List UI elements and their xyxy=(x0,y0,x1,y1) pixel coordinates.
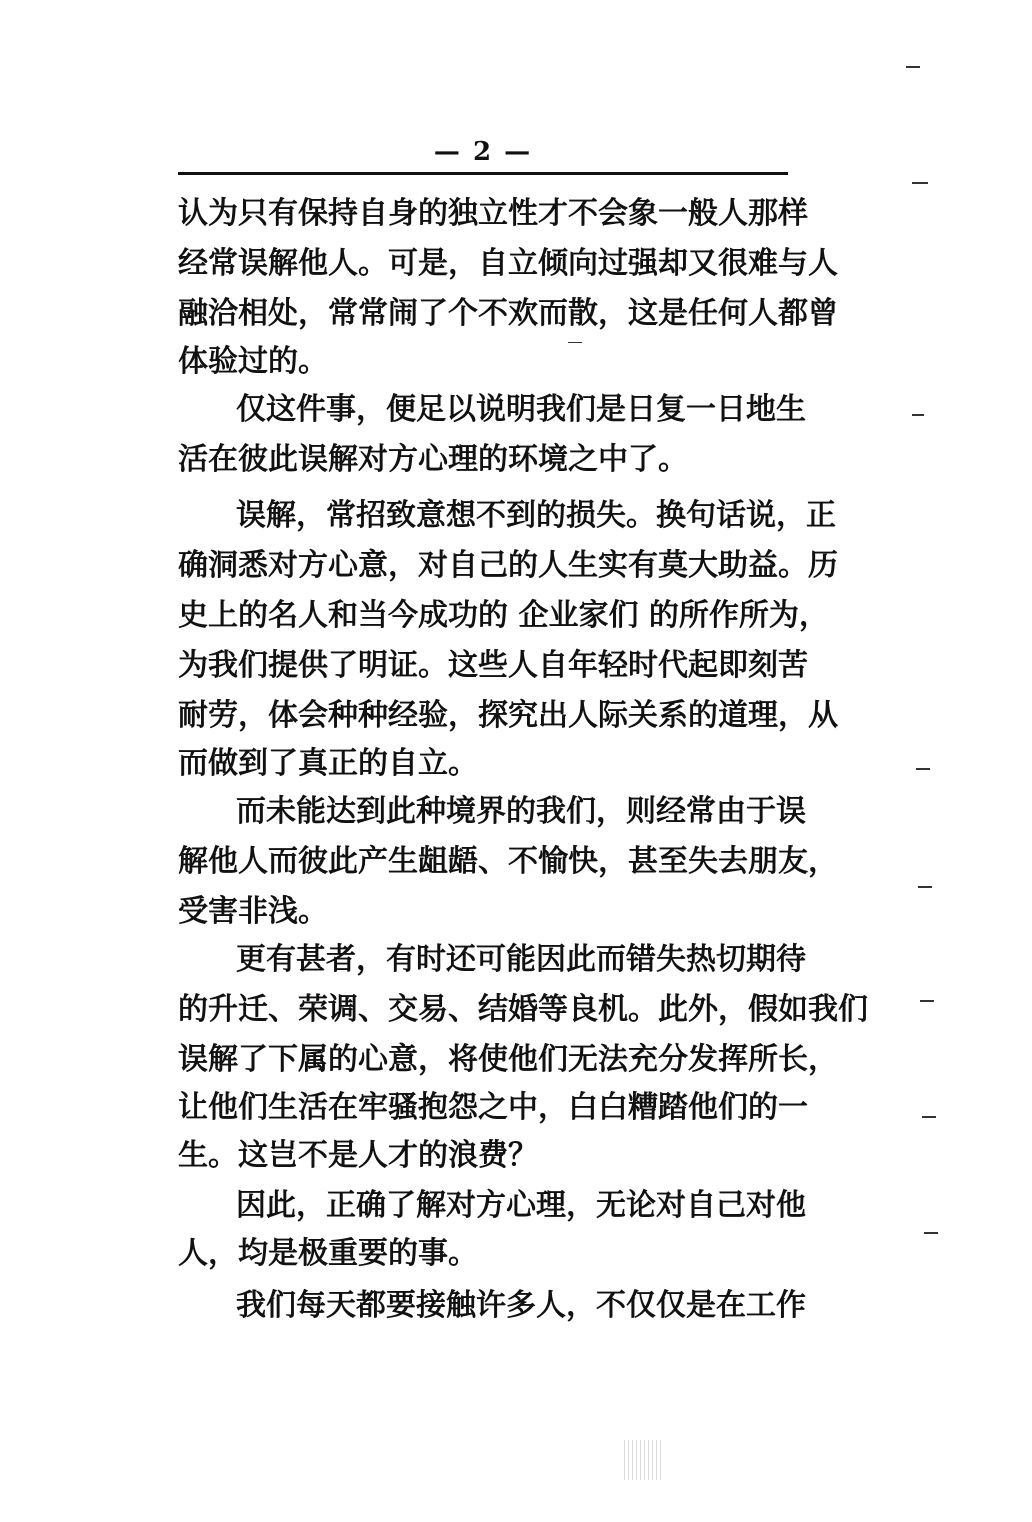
text-line-14: 解他人而彼此产生龃龉、不愉快，甚至失去朋友， xyxy=(178,844,838,879)
scan-mark xyxy=(922,1116,936,1118)
scan-mark xyxy=(906,66,920,68)
text-line-6: 活在彼此误解对方心理的环境之中了。 xyxy=(178,442,688,477)
text-line-17: 的升迁、荣调、交易、结婚等良机。此外，假如我们 xyxy=(178,992,868,1027)
scan-mark xyxy=(916,768,930,770)
paragraph-6-line-1: 因此，正确了解对方心理，无论对自己对他 xyxy=(236,1188,806,1223)
text-line-1: 认为只有保持自身的独立性才不会象一般人那样 xyxy=(178,196,808,231)
page-number: — 2 — xyxy=(433,137,533,167)
text-line-3: 融洽相处，常常闹了个不欢而散，这是任何人都曾 xyxy=(178,296,838,331)
paragraph-4-line-1: 而未能达到此种境界的我们，则经常由于误 xyxy=(236,794,806,829)
scan-mark xyxy=(920,1000,934,1002)
scan-mark xyxy=(624,1440,664,1480)
text-line-9: 史上的名人和当今成功的 企业家们 的所作所为， xyxy=(178,598,829,633)
text-line-12: 而做到了真正的自立。 xyxy=(178,746,478,781)
text-line-22: 人，均是极重要的事。 xyxy=(178,1236,478,1271)
scan-mark xyxy=(568,342,582,343)
text-line-10: 为我们提供了明证。这些人自年轻时代起即刻苦 xyxy=(178,648,808,683)
scan-mark xyxy=(912,414,924,416)
text-line-2: 经常误解他人。可是，自立倾向过强却又很难与人 xyxy=(178,246,838,281)
paragraph-2-line-1: 仅这件事，便足以说明我们是日复一日地生 xyxy=(236,392,806,427)
scan-mark xyxy=(918,886,932,888)
header-rule xyxy=(178,172,788,175)
page-header xyxy=(178,132,788,172)
paragraph-5-line-1: 更有甚者，有时还可能因此而错失热切期待 xyxy=(236,942,806,977)
paragraph-7-line-1: 我们每天都要接触许多人，不仅仅是在工作 xyxy=(236,1288,806,1323)
text-line-11: 耐劳，体会种种经验，探究出人际关系的道理，从 xyxy=(178,698,838,733)
text-line-19: 让他们生活在牢骚抱怨之中，白白糟踏他们的一 xyxy=(178,1090,808,1125)
text-line-8: 确洞悉对方心意，对自己的人生实有莫大助益。历 xyxy=(178,548,838,583)
text-line-4: 体验过的。 xyxy=(178,344,328,379)
scan-mark xyxy=(924,1232,938,1234)
text-line-18: 误解了下属的心意，将使他们无法充分发挥所长， xyxy=(178,1042,838,1077)
scan-mark xyxy=(912,182,928,184)
text-line-15: 受害非浅。 xyxy=(178,894,328,929)
text-line-20: 生。这岂不是人才的浪费？ xyxy=(178,1138,538,1173)
paragraph-3-line-1: 误解，常招致意想不到的损失。换句话说，正 xyxy=(236,498,836,533)
